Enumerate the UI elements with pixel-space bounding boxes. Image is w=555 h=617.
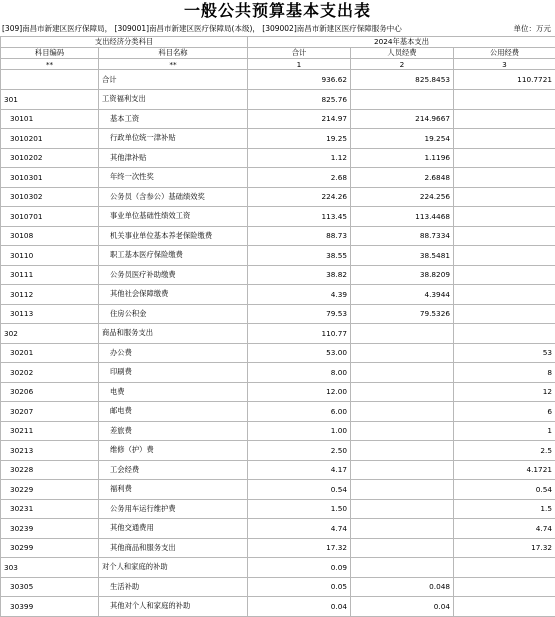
row-personnel-cell — [351, 460, 454, 480]
row-code-cell: 30213 — [1, 441, 99, 461]
header-name: 科目名称 — [99, 48, 248, 59]
row-personnel-cell: 19.254 — [351, 129, 454, 149]
total-name-cell: 合计 — [99, 70, 248, 90]
row-name-cell: 公务员医疗补助缴费 — [99, 265, 248, 285]
row-public-cell — [454, 129, 555, 149]
row-code-cell: 3010301 — [1, 168, 99, 188]
units-description: [309]南昌市新建区医疗保障局， [309001]南昌市新建区医疗保障局(本级)， [309002]南昌市新建区医疗保障服务中心 — [2, 22, 402, 36]
row-name-cell: 行政单位统一津补贴 — [99, 129, 248, 149]
table-row — [1, 558, 555, 578]
row-personnel-cell: 1.1196 — [351, 148, 454, 168]
table-row — [1, 265, 555, 285]
table-row — [1, 441, 555, 461]
row-total-cell: 79.53 — [248, 304, 351, 324]
row-code-cell: 30101 — [1, 109, 99, 129]
row-public-cell: 17.32 — [454, 538, 555, 558]
row-personnel-cell — [351, 519, 454, 539]
row-personnel-cell: 38.8209 — [351, 265, 454, 285]
header-public: 公用经费 — [454, 48, 555, 59]
row-name-cell: 生活补助 — [99, 577, 248, 597]
row-public-cell — [454, 577, 555, 597]
row-code-cell: 30201 — [1, 343, 99, 363]
row-total-cell: 17.32 — [248, 538, 351, 558]
row-total-cell: 4.74 — [248, 519, 351, 539]
row-public-cell: 4.1721 — [454, 460, 555, 480]
table-row — [1, 343, 555, 363]
header-code: 科目编码 — [1, 48, 99, 59]
table-row — [1, 421, 555, 441]
row-total-cell: 12.00 — [248, 382, 351, 402]
row-public-cell: 1 — [454, 421, 555, 441]
row-public-cell — [454, 304, 555, 324]
row-personnel-cell: 88.7334 — [351, 226, 454, 246]
index-personnel: 2 — [351, 59, 454, 70]
table-row — [1, 187, 555, 207]
row-name-cell: 工资福利支出 — [99, 90, 248, 110]
row-total-cell: 113.45 — [248, 207, 351, 227]
row-personnel-cell — [351, 441, 454, 461]
row-code-cell: 3010302 — [1, 187, 99, 207]
row-public-cell — [454, 558, 555, 578]
row-code-cell: 30110 — [1, 246, 99, 266]
row-name-cell: 差旅费 — [99, 421, 248, 441]
row-personnel-cell — [351, 324, 454, 344]
total-row — [1, 70, 555, 90]
row-code-cell: 30211 — [1, 421, 99, 441]
table-row — [1, 480, 555, 500]
row-personnel-cell: 0.04 — [351, 597, 454, 617]
table-row — [1, 538, 555, 558]
row-total-cell: 1.00 — [248, 421, 351, 441]
row-name-cell: 职工基本医疗保险缴费 — [99, 246, 248, 266]
row-personnel-cell — [351, 480, 454, 500]
row-public-cell: 4.74 — [454, 519, 555, 539]
row-total-cell: 224.26 — [248, 187, 351, 207]
table-row — [1, 109, 555, 129]
total-personnel-cell: 825.8453 — [351, 70, 454, 90]
row-personnel-cell: 214.9667 — [351, 109, 454, 129]
page-title: 一般公共预算基本支出表 — [0, 0, 555, 22]
row-name-cell: 其他交通费用 — [99, 519, 248, 539]
row-personnel-cell — [351, 421, 454, 441]
row-personnel-cell — [351, 538, 454, 558]
row-total-cell: 214.97 — [248, 109, 351, 129]
row-code-cell: 30206 — [1, 382, 99, 402]
row-personnel-cell — [351, 343, 454, 363]
row-total-cell: 38.55 — [248, 246, 351, 266]
row-code-cell: 3010201 — [1, 129, 99, 149]
row-total-cell: 0.09 — [248, 558, 351, 578]
row-code-cell: 30112 — [1, 285, 99, 305]
row-total-cell: 6.00 — [248, 402, 351, 422]
row-public-cell: 2.5 — [454, 441, 555, 461]
row-name-cell: 对个人和家庭的补助 — [99, 558, 248, 578]
index-total: 1 — [248, 59, 351, 70]
row-name-cell: 工会经费 — [99, 460, 248, 480]
total-public-cell: 110.7721 — [454, 70, 555, 90]
index-public: 3 — [454, 59, 555, 70]
row-code-cell: 30111 — [1, 265, 99, 285]
row-name-cell: 机关事业单位基本养老保险缴费 — [99, 226, 248, 246]
header-total: 合计 — [248, 48, 351, 59]
row-code-cell: 30305 — [1, 577, 99, 597]
header-row-group — [1, 37, 555, 48]
row-public-cell — [454, 226, 555, 246]
row-public-cell: 6 — [454, 402, 555, 422]
row-code-cell: 30399 — [1, 597, 99, 617]
table-row — [1, 499, 555, 519]
row-name-cell: 邮电费 — [99, 402, 248, 422]
table-row — [1, 577, 555, 597]
unit-label: 单位：万元 — [514, 22, 552, 36]
row-public-cell — [454, 207, 555, 227]
row-personnel-cell — [351, 363, 454, 383]
table-row — [1, 324, 555, 344]
total-code-cell — [1, 70, 99, 90]
row-personnel-cell: 2.6848 — [351, 168, 454, 188]
row-total-cell: 2.68 — [248, 168, 351, 188]
table-row — [1, 363, 555, 383]
row-name-cell: 其他津补贴 — [99, 148, 248, 168]
row-code-cell: 30207 — [1, 402, 99, 422]
row-code-cell: 30108 — [1, 226, 99, 246]
row-personnel-cell: 38.5481 — [351, 246, 454, 266]
row-personnel-cell — [351, 382, 454, 402]
header-economic-category: 支出经济分类科目 — [1, 37, 248, 48]
row-total-cell: 0.04 — [248, 597, 351, 617]
row-public-cell: 12 — [454, 382, 555, 402]
row-public-cell — [454, 285, 555, 305]
table-row — [1, 382, 555, 402]
row-total-cell: 2.50 — [248, 441, 351, 461]
row-personnel-cell: 113.4468 — [351, 207, 454, 227]
row-code-cell: 30239 — [1, 519, 99, 539]
row-code-cell: 30228 — [1, 460, 99, 480]
row-name-cell: 公务员（含参公）基础绩效奖 — [99, 187, 248, 207]
row-personnel-cell — [351, 90, 454, 110]
row-total-cell: 0.54 — [248, 480, 351, 500]
row-code-cell: 30229 — [1, 480, 99, 500]
header-personnel: 人员经费 — [351, 48, 454, 59]
row-total-cell: 1.12 — [248, 148, 351, 168]
header-year-basic-expenditure: 2024年基本支出 — [248, 37, 555, 48]
row-personnel-cell — [351, 402, 454, 422]
row-name-cell: 电费 — [99, 382, 248, 402]
row-public-cell: 0.54 — [454, 480, 555, 500]
row-total-cell: 1.50 — [248, 499, 351, 519]
row-public-cell — [454, 324, 555, 344]
table-row — [1, 285, 555, 305]
row-public-cell: 1.5 — [454, 499, 555, 519]
row-public-cell — [454, 109, 555, 129]
row-public-cell — [454, 597, 555, 617]
row-personnel-cell — [351, 558, 454, 578]
row-public-cell: 8 — [454, 363, 555, 383]
row-code-cell: 302 — [1, 324, 99, 344]
table-row — [1, 460, 555, 480]
row-name-cell: 年终一次性奖 — [99, 168, 248, 188]
row-code-cell: 3010202 — [1, 148, 99, 168]
row-name-cell: 公务用车运行维护费 — [99, 499, 248, 519]
row-total-cell: 4.17 — [248, 460, 351, 480]
table-row — [1, 207, 555, 227]
row-name-cell: 福利费 — [99, 480, 248, 500]
row-total-cell: 8.00 — [248, 363, 351, 383]
row-name-cell: 办公费 — [99, 343, 248, 363]
row-public-cell — [454, 246, 555, 266]
row-name-cell: 基本工资 — [99, 109, 248, 129]
row-code-cell: 30113 — [1, 304, 99, 324]
row-total-cell: 0.05 — [248, 577, 351, 597]
row-public-cell — [454, 187, 555, 207]
table-row — [1, 402, 555, 422]
expenditure-table — [0, 36, 555, 617]
row-code-cell: 30231 — [1, 499, 99, 519]
row-code-cell: 30202 — [1, 363, 99, 383]
row-name-cell: 维修（护）费 — [99, 441, 248, 461]
report-header-line — [0, 22, 555, 36]
table-row — [1, 597, 555, 617]
row-public-cell: 53 — [454, 343, 555, 363]
row-code-cell: 3010701 — [1, 207, 99, 227]
row-personnel-cell — [351, 499, 454, 519]
row-total-cell: 110.77 — [248, 324, 351, 344]
row-personnel-cell: 0.048 — [351, 577, 454, 597]
row-name-cell: 商品和服务支出 — [99, 324, 248, 344]
row-personnel-cell: 224.256 — [351, 187, 454, 207]
row-name-cell: 印刷费 — [99, 363, 248, 383]
row-total-cell: 4.39 — [248, 285, 351, 305]
table-row — [1, 90, 555, 110]
row-total-cell: 38.82 — [248, 265, 351, 285]
row-personnel-cell: 4.3944 — [351, 285, 454, 305]
header-row-index — [1, 59, 555, 70]
row-total-cell: 88.73 — [248, 226, 351, 246]
row-personnel-cell: 79.5326 — [351, 304, 454, 324]
table-row — [1, 168, 555, 188]
row-name-cell: 其他社会保障缴费 — [99, 285, 248, 305]
row-name-cell: 住房公积金 — [99, 304, 248, 324]
row-total-cell: 825.76 — [248, 90, 351, 110]
row-code-cell: 303 — [1, 558, 99, 578]
table-row — [1, 304, 555, 324]
mark-name: ** — [99, 59, 248, 70]
row-public-cell — [454, 265, 555, 285]
table-row — [1, 246, 555, 266]
header-row-columns — [1, 48, 555, 59]
row-code-cell: 30299 — [1, 538, 99, 558]
row-total-cell: 19.25 — [248, 129, 351, 149]
table-row — [1, 148, 555, 168]
table-row — [1, 226, 555, 246]
row-total-cell: 53.00 — [248, 343, 351, 363]
mark-code: ** — [1, 59, 99, 70]
row-name-cell: 事业单位基础性绩效工资 — [99, 207, 248, 227]
row-public-cell — [454, 148, 555, 168]
row-public-cell — [454, 168, 555, 188]
table-row — [1, 129, 555, 149]
row-code-cell: 301 — [1, 90, 99, 110]
row-name-cell: 其他商品和服务支出 — [99, 538, 248, 558]
table-row — [1, 519, 555, 539]
row-name-cell: 其他对个人和家庭的补助 — [99, 597, 248, 617]
total-total-cell: 936.62 — [248, 70, 351, 90]
row-public-cell — [454, 90, 555, 110]
